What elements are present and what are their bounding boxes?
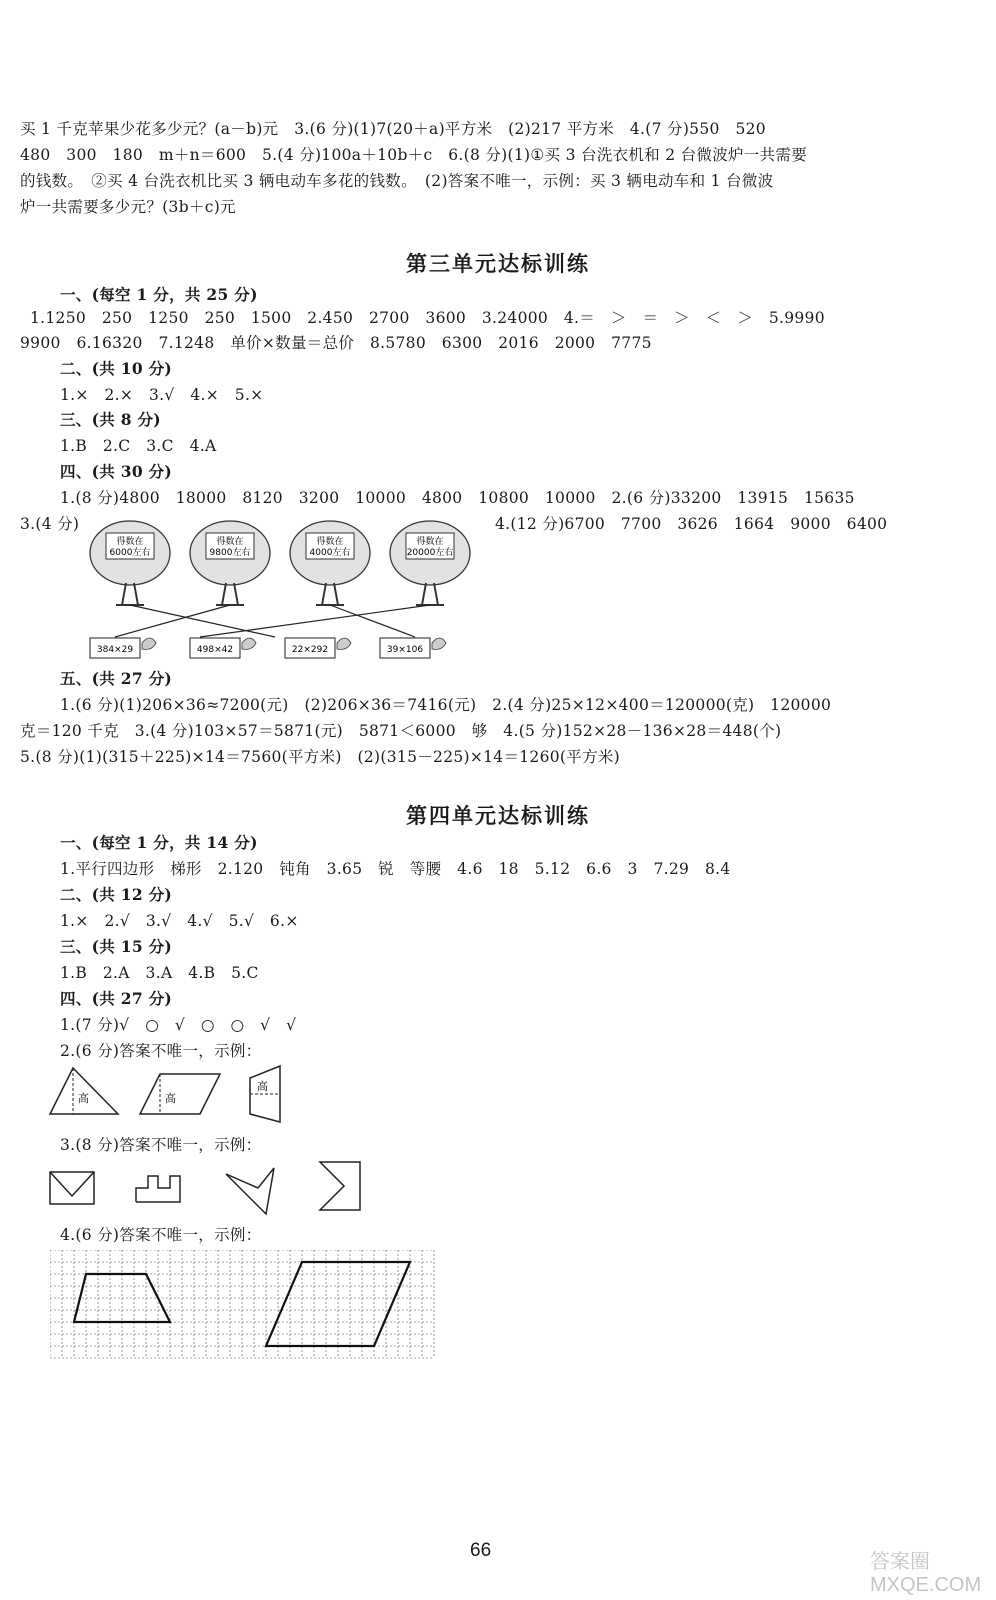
unit3-section-5-heading: 五、(共 27 分) — [60, 669, 173, 688]
match-line-4 — [200, 605, 430, 637]
unit3-section-1-line-1: 1.1250 250 1250 250 1500 2.450 2700 3600 3.24000 4.＝ ＞ ＝ ＞ ＜ ＞ 5.9990 — [30, 309, 825, 327]
tree-3 — [290, 521, 370, 605]
intro-line-4: 炉一共需要多少元？(3b＋c)元 — [20, 198, 236, 216]
bowtie-shape — [50, 1172, 94, 1204]
intro-line-1: 买 1 千克苹果少花多少元？(a－b)元 3.(6 分)(1)7(20＋a)平方米 (2)217 平方米 4.(7 分)550 520 — [20, 120, 766, 138]
unit3-section-5-line-1: 1.(6 分)(1)206×36≈7200(元) (2)206×36＝7416(元) 2.(4 分)25×12×400＝120000(克) 120000 — [60, 696, 832, 714]
unit4-section-1-line-1: 1.平行四边形 梯形 2.120 钝角 3.65 锐 等腰 4.6 18 5.12 6.6 3 7.29 8.4 — [60, 860, 731, 878]
tree-4 — [390, 521, 470, 605]
unit4-section-4-line-1: 1.(7 分)√ ○ √ ○ ○ √ √ — [60, 1016, 297, 1034]
parallelogram-height-label: 高 — [165, 1092, 176, 1105]
grid-figure — [50, 1250, 450, 1370]
unit3-section-3-heading: 三、(共 8 分) — [60, 410, 161, 429]
match-line-1 — [130, 605, 275, 637]
unit3-section-2-heading: 二、(共 10 分) — [60, 359, 173, 378]
tree-4-label-line-1: 得数在 — [416, 537, 444, 547]
card-2 — [190, 638, 256, 658]
unit3-section-1-line-2: 9900 6.16320 7.1248 单价×数量＝总价 8.5780 6300 2016 2000 7775 — [20, 334, 652, 352]
unit4-section-1-heading: 一、(每空 1 分，共 14 分) — [60, 833, 258, 852]
unit4-section-2-heading: 二、(共 12 分) — [60, 885, 173, 904]
unit4-section-4-heading: 四、(共 27 分) — [60, 989, 173, 1008]
tree-1-label-line-1: 得数在 — [116, 537, 144, 547]
card-1-label: 384×29 — [96, 645, 134, 655]
card-1 — [90, 638, 156, 658]
trapezoid-with-height — [250, 1066, 280, 1122]
watermark: 答案圈 MXQE.COM — [870, 1551, 982, 1596]
card-2-label: 498×42 — [196, 645, 234, 655]
triangle-with-height — [50, 1068, 118, 1114]
parallelogram-with-height — [140, 1074, 220, 1114]
unit3-q3-label: 3.(4 分) — [20, 515, 80, 533]
unit3-title: 第三单元达标训练 — [406, 251, 590, 276]
unit3-section-4-heading: 四、(共 30 分) — [60, 462, 173, 481]
unit3-section-5-line-3: 5.(8 分)(1)(315＋225)×14＝7560(平方米) (2)(315－225)×14＝1260(平方米) — [20, 748, 621, 766]
unit4-section-4-line-3: 3.(8 分)答案不唯一，示例： — [60, 1136, 262, 1154]
intro-line-3: 的钱数。 ②买 4 台洗衣机比买 3 辆电动车多花的钱数。 (2)答案不唯一，示例：买 3 辆电动车和 1 台微波 — [20, 172, 774, 190]
unit3-q4-line: 4.(12 分)6700 7700 3626 1664 9000 6400 — [495, 515, 888, 533]
card-3 — [285, 638, 351, 658]
triangle-height-label: 高 — [78, 1092, 89, 1105]
trapezoid-height-label: 高 — [257, 1080, 268, 1093]
unit3-section-3-line-1: 1.B 2.C 3.C 4.A — [60, 437, 217, 455]
unit3-section-1-heading: 一、(每空 1 分，共 25 分) — [60, 285, 258, 304]
tree-2-label-line-1: 得数在 — [216, 537, 244, 547]
tree-2 — [190, 521, 270, 605]
arrowhead-shape — [226, 1168, 274, 1214]
unit3-section-5-line-2: 克＝120 千克 3.(4 分)103×57＝5871(元) 5871＜6000 够 4.(5 分)152×28－136×28＝448(个) — [20, 722, 782, 740]
example-shapes-figure — [48, 1158, 378, 1218]
castle-shape — [136, 1176, 180, 1202]
chevron-shape — [320, 1162, 360, 1210]
page-number: 66 — [470, 1540, 492, 1561]
unit4-title: 第四单元达标训练 — [406, 803, 590, 828]
tree-matching-figure — [85, 513, 485, 663]
tree-3-label-line-2: 4000左右 — [309, 548, 351, 558]
match-line-2 — [115, 605, 230, 637]
tree-1 — [90, 521, 170, 605]
tree-3-label-line-1: 得数在 — [316, 537, 344, 547]
unit3-section-4-line-1: 1.(8 分)4800 18000 8120 3200 10000 4800 10800 10000 2.(6 分)33200 13915 15635 — [60, 489, 855, 507]
tree-1-label-line-2: 6000左右 — [109, 548, 151, 558]
tree-4-label-line-2: 20000左右 — [406, 548, 454, 558]
height-shapes-figure — [48, 1064, 308, 1124]
unit4-section-3-heading: 三、(共 15 分) — [60, 937, 173, 956]
card-4-label: 39×106 — [386, 645, 424, 655]
intro-line-2: 480 300 180 m＋n＝600 5.(4 分)100a＋10b＋c 6.(8 分)(1)①买 3 台洗衣机和 2 台微波炉一共需要 — [20, 146, 807, 164]
card-4 — [380, 638, 446, 658]
card-3-label: 22×292 — [291, 645, 329, 655]
unit4-section-2-line-1: 1.× 2.√ 3.√ 4.√ 5.√ 6.× — [60, 912, 299, 930]
unit4-section-4-line-2: 2.(6 分)答案不唯一，示例： — [60, 1042, 262, 1060]
match-line-3 — [330, 605, 415, 637]
unit4-section-4-line-4: 4.(6 分)答案不唯一，示例： — [60, 1226, 262, 1244]
unit3-section-2-line-1: 1.× 2.× 3.√ 4.× 5.× — [60, 386, 264, 404]
unit4-section-3-line-1: 1.B 2.A 3.A 4.B 5.C — [60, 964, 259, 982]
tree-2-label-line-2: 9800左右 — [209, 548, 251, 558]
